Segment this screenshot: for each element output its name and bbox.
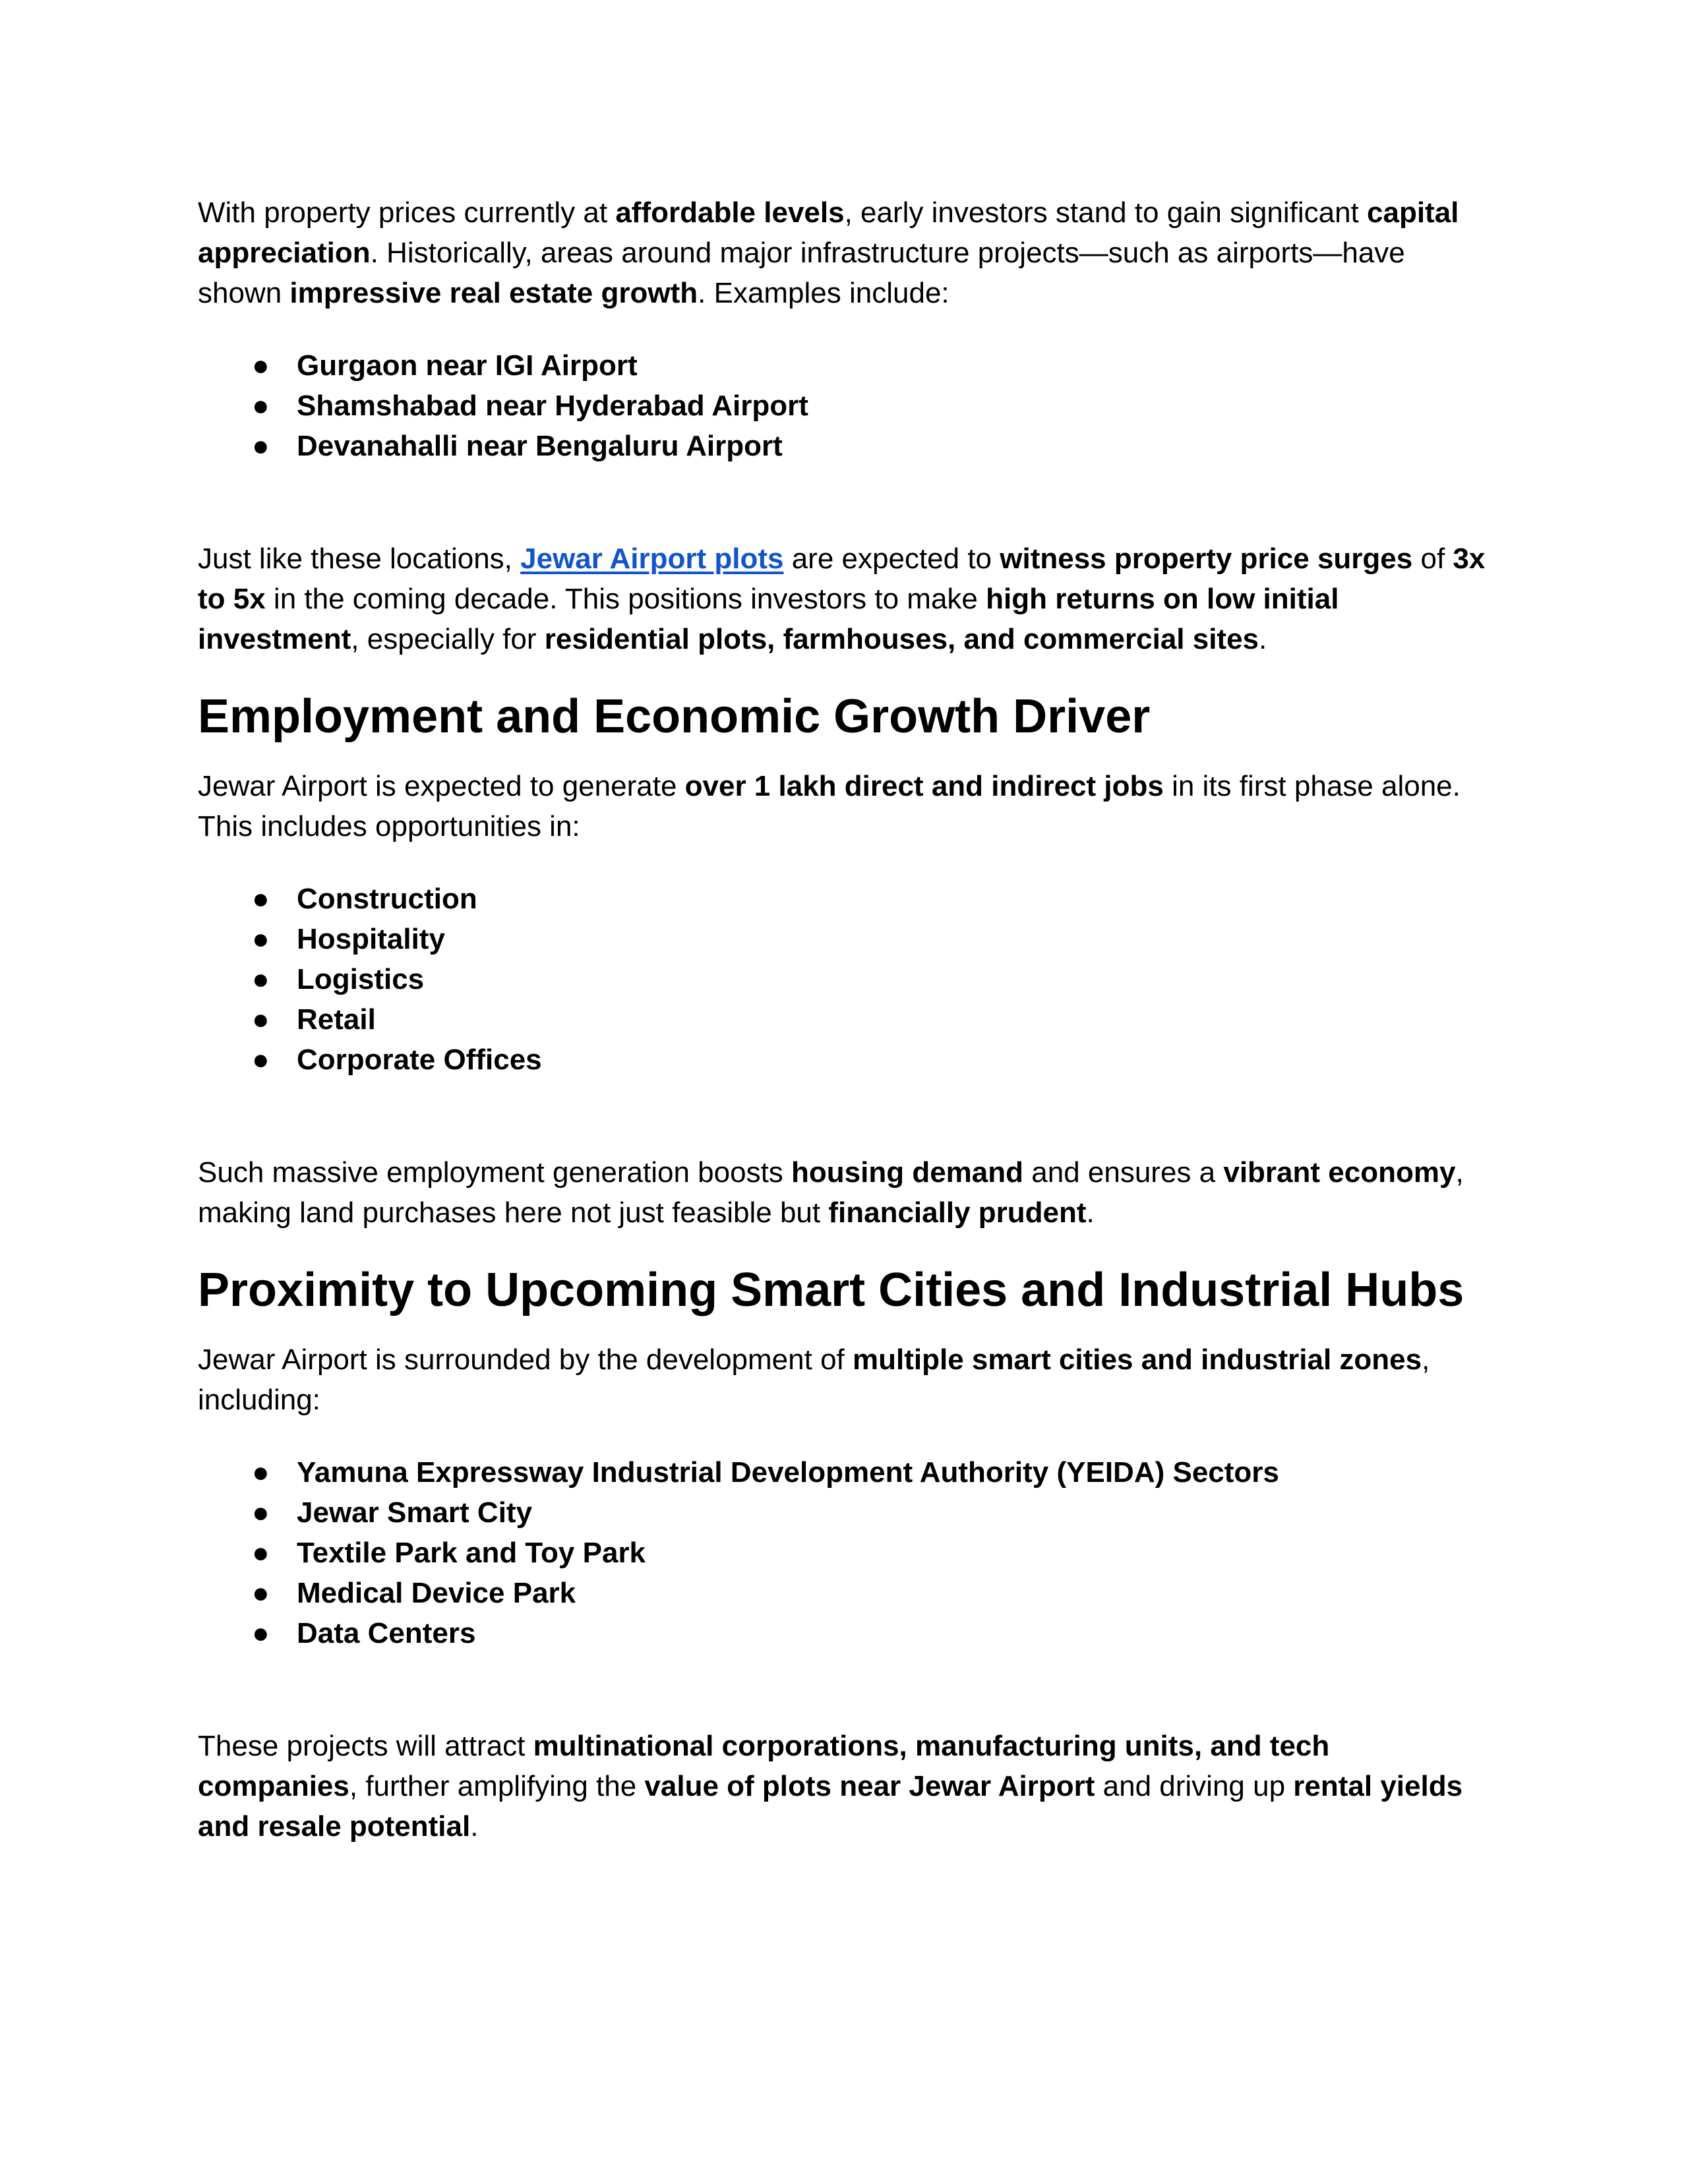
text-run: With property prices currently at: [198, 196, 616, 229]
heading-smart-cities: Proximity to Upcoming Smart Cities and Industrial Hubs: [198, 1264, 1464, 1316]
text-run: , making land purchases here not just feasible but: [198, 1156, 1464, 1229]
bold-run: vibrant economy: [1223, 1156, 1456, 1189]
bullet-icon: ●: [252, 1496, 270, 1529]
paragraph-surroundings: [198, 1340, 1490, 1420]
list-item: [198, 1492, 1490, 1533]
text-run: , further amplifying the: [349, 1770, 645, 1802]
text-run: These projects will attract: [198, 1730, 533, 1762]
text-run: , especially for: [351, 623, 545, 655]
list-item-label: Retail: [297, 1003, 376, 1036]
bullet-icon: ●: [252, 1003, 270, 1036]
text-run: Such massive employment generation boosts: [198, 1156, 792, 1189]
text-run: and driving up: [1095, 1770, 1294, 1802]
paragraph-appreciation: [198, 192, 1490, 313]
document-content: [198, 192, 1490, 1846]
bold-run: housing demand: [791, 1156, 1024, 1189]
bold-run: residential plots, farmhouses, and commercial sites: [544, 623, 1259, 655]
bullet-icon: ●: [252, 390, 270, 422]
list-item: [198, 1040, 1490, 1080]
list-item: [198, 1613, 1490, 1653]
list-item-label: Data Centers: [297, 1617, 476, 1649]
text-run: , including:: [198, 1343, 1430, 1416]
text-run: . Examples include:: [698, 277, 950, 309]
text-run: in the coming decade. This positions investors to make: [265, 583, 986, 615]
bullet-icon: ●: [252, 1044, 270, 1076]
paragraph-jobs: [198, 766, 1490, 846]
bullet-icon: ●: [252, 430, 270, 462]
list-item-label: Yamuna Expressway Industrial Development Authority (YEIDA) Sectors: [297, 1456, 1279, 1489]
bold-run: affordable levels: [615, 196, 845, 229]
text-run: and ensures a: [1023, 1156, 1224, 1189]
bold-run: capital appreciation: [198, 196, 1459, 269]
bold-run: multiple smart cities and industrial zones: [853, 1343, 1422, 1376]
text-run: .: [1086, 1196, 1095, 1229]
bold-run: 3x to 5x: [198, 543, 1486, 615]
list-item-label: Shamshabad near Hyderabad Airport: [297, 390, 808, 422]
list-item-label: Textile Park and Toy Park: [297, 1537, 646, 1569]
text-run: .: [470, 1810, 479, 1843]
bold-run: witness property price surges: [1000, 543, 1413, 575]
bold-run: value of plots near Jewar Airport: [644, 1770, 1095, 1802]
text-run: in its first phase alone. This includes opportunities in:: [198, 770, 1461, 842]
list-item: [198, 999, 1490, 1040]
text-run: are expected to: [783, 543, 1000, 575]
bullet-icon: ●: [252, 883, 270, 915]
bullet-icon: ●: [252, 1577, 270, 1609]
industrial-hubs-list: [198, 1452, 1490, 1653]
bold-run: impressive real estate growth: [289, 277, 698, 309]
list-item-label: Medical Device Park: [297, 1577, 576, 1609]
text-run: . Historically, areas around major infrastructure projects—such as airports—have shown: [198, 237, 1405, 309]
text-run: , early investors stand to gain significant: [844, 196, 1368, 229]
text-run: .: [1259, 623, 1267, 655]
paragraph-projects: [198, 1726, 1490, 1846]
bullet-icon: ●: [252, 349, 270, 382]
bullet-icon: ●: [252, 1537, 270, 1569]
list-item-label: Corporate Offices: [297, 1044, 542, 1076]
list-item: [198, 386, 1490, 426]
list-item: [198, 1452, 1490, 1492]
bullet-icon: ●: [252, 923, 270, 955]
bold-run: financially prudent: [828, 1196, 1087, 1229]
list-item: [198, 426, 1490, 466]
list-item-label: Devanahalli near Bengaluru Airport: [297, 430, 783, 462]
list-item: [198, 959, 1490, 999]
examples-list: [198, 345, 1490, 466]
list-item: [198, 1533, 1490, 1573]
list-item: [198, 879, 1490, 919]
bullet-icon: ●: [252, 1617, 270, 1649]
list-item-label: Jewar Smart City: [297, 1496, 533, 1529]
list-item-label: Construction: [297, 883, 477, 915]
opportunities-list: [198, 879, 1490, 1080]
list-item-label: Logistics: [297, 963, 425, 995]
list-item: [198, 919, 1490, 959]
paragraph-housing-demand: [198, 1152, 1490, 1233]
list-item: [198, 345, 1490, 386]
text-run: Just like these locations,: [198, 543, 521, 575]
text-run: Jewar Airport is expected to generate: [198, 770, 685, 802]
bold-run: multinational corporations, manufacturing units, and tech companies: [198, 1730, 1330, 1802]
bullet-icon: ●: [252, 1456, 270, 1489]
list-item-label: Gurgaon near IGI Airport: [297, 349, 638, 382]
list-item-label: Hospitality: [297, 923, 445, 955]
bold-run: high returns on low initial investment: [198, 583, 1339, 655]
jewar-airport-plots-link[interactable]: Jewar Airport plots: [520, 543, 784, 575]
heading-employment: Employment and Economic Growth Driver: [198, 690, 1151, 743]
list-item: [198, 1573, 1490, 1613]
text-run: of: [1412, 543, 1453, 575]
bold-run: over 1 lakh direct and indirect jobs: [684, 770, 1164, 802]
text-run: Jewar Airport is surrounded by the development of: [198, 1343, 853, 1376]
bullet-icon: ●: [252, 963, 270, 995]
bold-run: rental yields and resale potential: [198, 1770, 1463, 1843]
paragraph-price-surge: [198, 539, 1490, 659]
